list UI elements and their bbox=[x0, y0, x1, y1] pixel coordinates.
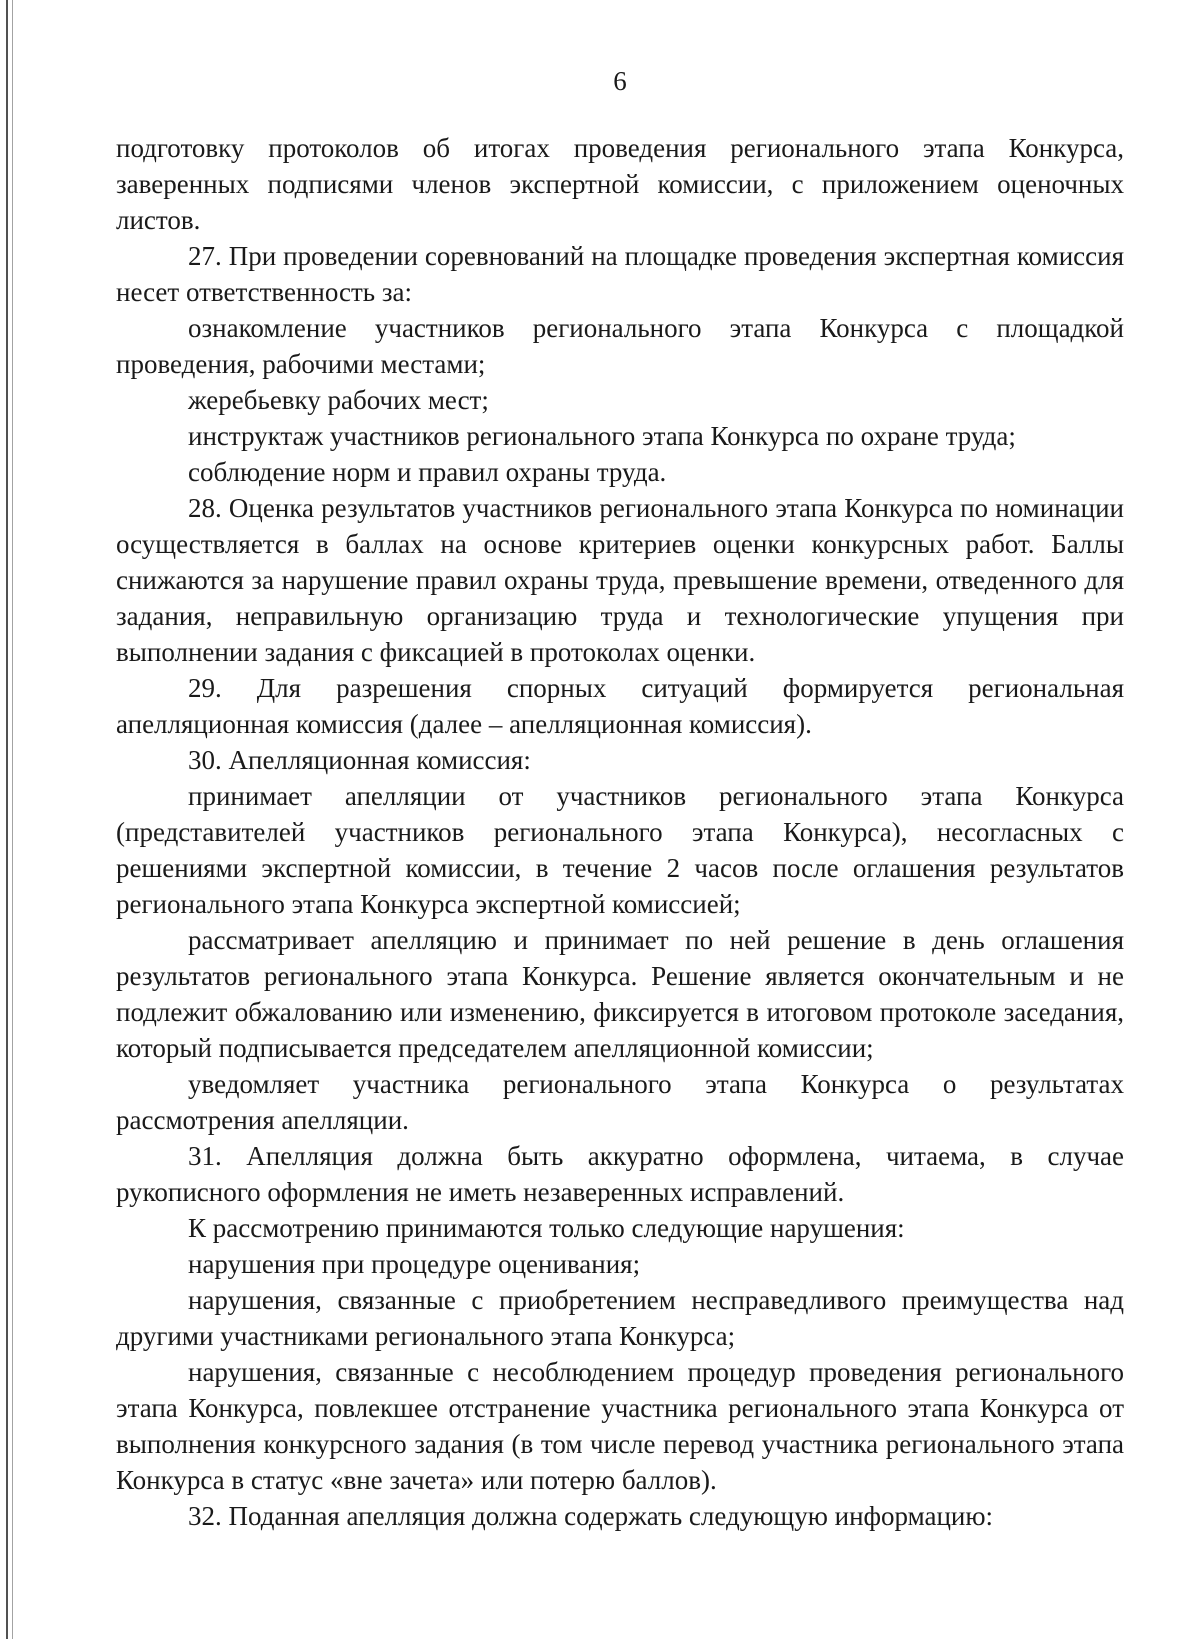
paragraph: 27. При проведении соревнований на площадке проведения экспертная комиссия несет ответственность за: bbox=[116, 241, 1124, 307]
paragraph: рассматривает апелляцию и принимает по ней решение в день оглашения результатов регионального этапа Конкурса. Решение является окончательным и не подлежит обжалованию или изменению, фиксируется в итоговом протоколе заседания, который подписывается председателем апелляционной комиссии; bbox=[116, 925, 1124, 1063]
scan-edge-line bbox=[12, 0, 13, 1639]
paragraph: принимает апелляции от участников регионального этапа Конкурса (представителей участников регионального этапа Конкурса), несогласных с решениями экспертной комиссии, в течение 2 часов после оглашения результатов регионального этапа Конкурса экспертной комиссией; bbox=[116, 781, 1124, 919]
page-number: 6 bbox=[613, 66, 627, 96]
paragraph: ознакомление участников регионального этапа Конкурса с площадкой проведения, рабочими местами; bbox=[116, 313, 1124, 379]
paragraph: 29. Для разрешения спорных ситуаций формируется региональная апелляционная комиссия (далее – апелляционная комиссия). bbox=[116, 673, 1124, 739]
paragraph: 30. Апелляционная комиссия: bbox=[188, 745, 531, 775]
paragraph: жеребьевку рабочих мест; bbox=[188, 385, 489, 415]
paragraph: подготовку протоколов об итогах проведения регионального этапа Конкурса, заверенных подписями членов экспертной комиссии, с приложением оценочных листов. bbox=[116, 133, 1124, 235]
paragraph: инструктаж участников регионального этапа Конкурса по охране труда; bbox=[188, 421, 1016, 451]
paragraph: 28. Оценка результатов участников регионального этапа Конкурса по номинации осуществляется в баллах на основе критериев оценки конкурсных работ. Баллы снижаются за нарушение правил охраны труда, превышение времени, отведенного для задания, неправильную организацию труда и технологические упущения при выполнении задания с фиксацией в протоколах оценки. bbox=[116, 493, 1124, 667]
scan-edge-line bbox=[6, 0, 8, 1639]
paragraph: уведомляет участника регионального этапа Конкурса о результатах рассмотрения апелляции. bbox=[116, 1069, 1124, 1135]
paragraph: 31. Апелляция должна быть аккуратно оформлена, читаема, в случае рукописного оформления не иметь незаверенных исправлений. bbox=[116, 1141, 1124, 1207]
paragraph: нарушения при процедуре оценивания; bbox=[188, 1249, 641, 1279]
paragraph: соблюдение норм и правил охраны труда. bbox=[188, 457, 667, 487]
paragraph: 32. Поданная апелляция должна содержать следующую информацию: bbox=[188, 1501, 994, 1531]
paragraph: К рассмотрению принимаются только следующие нарушения: bbox=[188, 1213, 905, 1243]
paragraph: нарушения, связанные с приобретением несправедливого преимущества над другими участниками регионального этапа Конкурса; bbox=[116, 1285, 1124, 1351]
paragraph: нарушения, связанные с несоблюдением процедур проведения регионального этапа Конкурса, повлекшее отстранение участника регионального этапа Конкурса от выполнения конкурсного задания (в том числе перевод участника регионального этапа Конкурса в статус «вне зачета» или потерю баллов). bbox=[116, 1357, 1124, 1495]
document-body bbox=[116, 130, 1124, 1534]
